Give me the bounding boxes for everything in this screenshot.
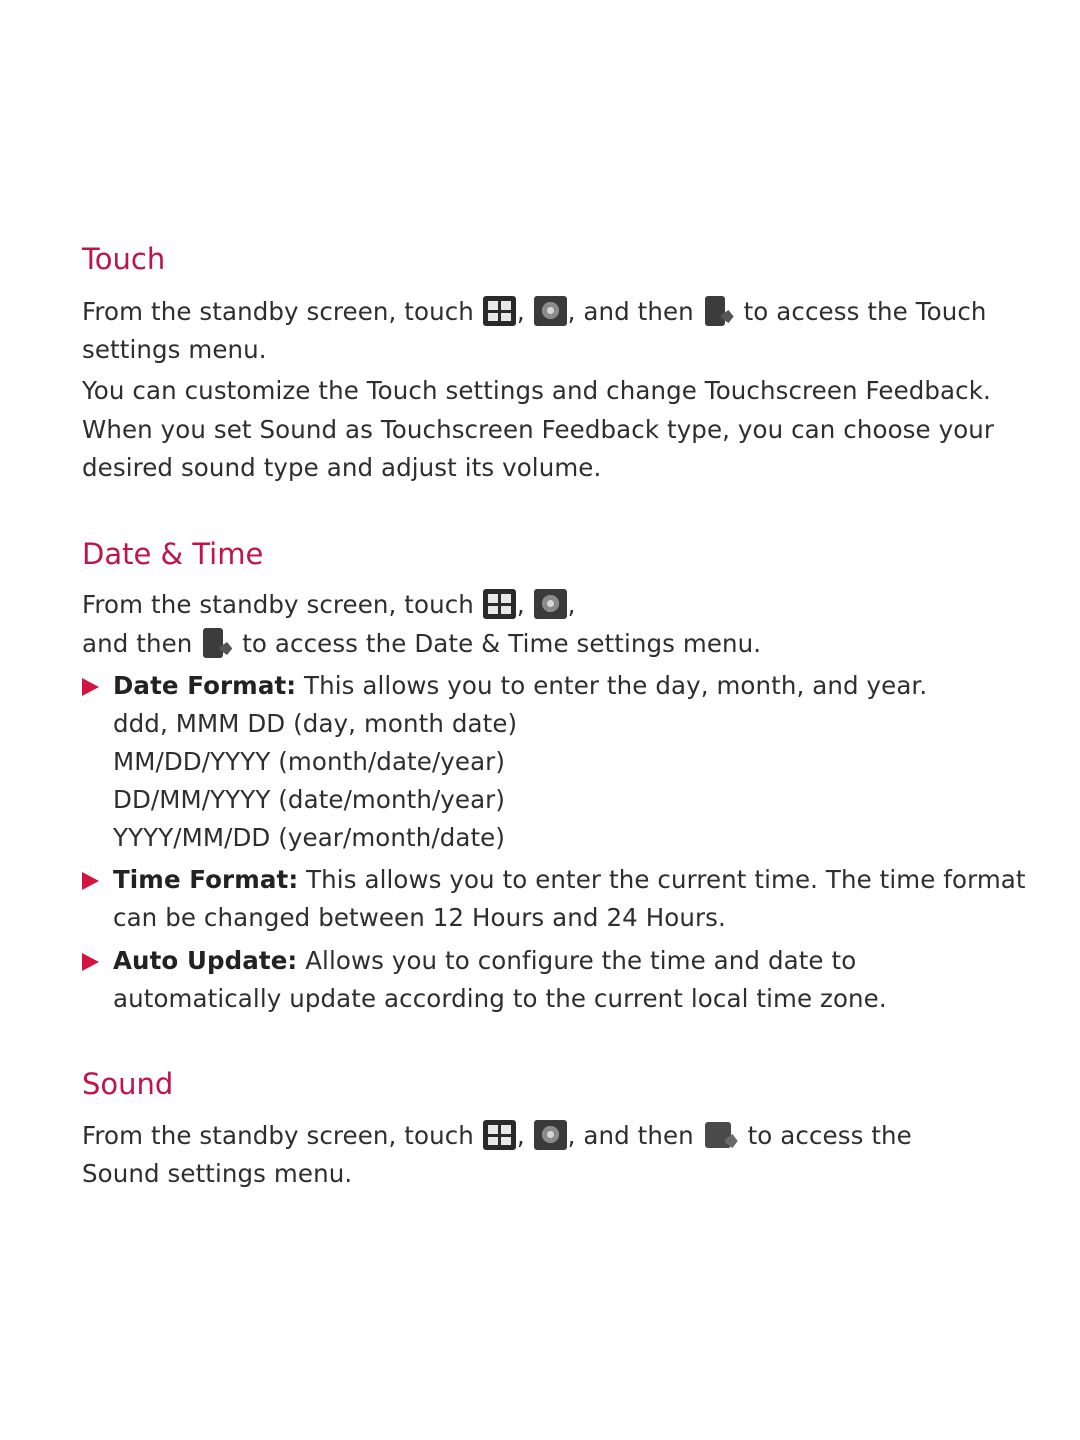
sound-instruction-text-a: From the standby screen, touch: [82, 1121, 474, 1150]
settings-icon: [534, 1120, 567, 1150]
sound-instruction-line-1: [82, 1117, 912, 1155]
settings-icon: [534, 296, 567, 326]
touch-heading: Touch: [82, 242, 166, 276]
apps-grid-icon: [483, 1120, 516, 1150]
sound-settings-icon: [703, 1120, 739, 1150]
settings-icon: [534, 589, 567, 619]
auto-update-continuation: automatically update according to the current local time zone.: [113, 984, 887, 1013]
auto-update-text: Allows you to configure the time and date to: [297, 946, 857, 975]
phone-settings-icon: [703, 296, 735, 326]
apps-grid-icon: [483, 296, 516, 326]
touch-instruction-text-c: , and then: [567, 297, 694, 326]
touch-instruction-text-a: From the standby screen, touch: [82, 297, 474, 326]
sound-instruction-text-d: to access the: [747, 1121, 912, 1150]
date-time-instruction-sep-2: ,: [567, 590, 576, 619]
touch-instruction-text-d: to access the Touch: [743, 297, 987, 326]
auto-update-item: [113, 942, 856, 980]
touch-instruction-line-1: [82, 293, 987, 331]
sound-instruction-text-c: , and then: [567, 1121, 694, 1150]
touch-instruction-line-2: settings menu.: [82, 335, 267, 364]
bullet-arrow-icon: [82, 678, 99, 696]
date-format-item: [113, 667, 927, 705]
time-format-continuation: can be changed between 12 Hours and 24 Hours.: [113, 903, 726, 932]
phone-settings-icon: [201, 628, 233, 658]
date-format-option-2: MM/DD/YYYY (month/date/year): [113, 747, 506, 776]
apps-grid-icon: [483, 589, 516, 619]
bullet-arrow-icon: [82, 953, 99, 971]
sound-heading: Sound: [82, 1067, 174, 1101]
bullet-arrow-icon: [82, 872, 99, 890]
date-time-heading: Date & Time: [82, 537, 264, 571]
auto-update-term: Auto Update:: [113, 946, 298, 975]
touch-instruction-sep-1: ,: [516, 297, 525, 326]
touch-description-line-3: desired sound type and adjust its volume.: [82, 453, 602, 482]
date-format-option-3: DD/MM/YYYY (date/month/year): [113, 785, 506, 814]
date-time-instruction-line-2: [82, 625, 761, 663]
touch-description-line-2: When you set Sound as Touchscreen Feedback type, you can choose your: [82, 415, 995, 444]
date-time-instruction-text-c: to access the Date & Time settings menu.: [242, 629, 762, 658]
sound-instruction-sep-1: ,: [516, 1121, 525, 1150]
date-format-text: This allows you to enter the day, month, and year.: [296, 671, 928, 700]
date-time-instruction-text-b: and then: [82, 629, 193, 658]
date-time-instruction-text-a: From the standby screen, touch: [82, 590, 474, 619]
date-time-instruction-sep-1: ,: [516, 590, 525, 619]
date-format-term: Date Format:: [113, 671, 297, 700]
time-format-term: Time Format:: [113, 865, 299, 894]
date-time-instruction-line-1: [82, 586, 576, 624]
time-format-item: [113, 861, 1026, 899]
sound-instruction-line-2: Sound settings menu.: [82, 1159, 353, 1188]
time-format-text: This allows you to enter the current time. The time format: [298, 865, 1026, 894]
touch-description-line-1: You can customize the Touch settings and change Touchscreen Feedback.: [82, 376, 991, 405]
date-format-option-4: YYYY/MM/DD (year/month/date): [113, 823, 506, 852]
date-format-option-1: ddd, MMM DD (day, month date): [113, 709, 518, 738]
